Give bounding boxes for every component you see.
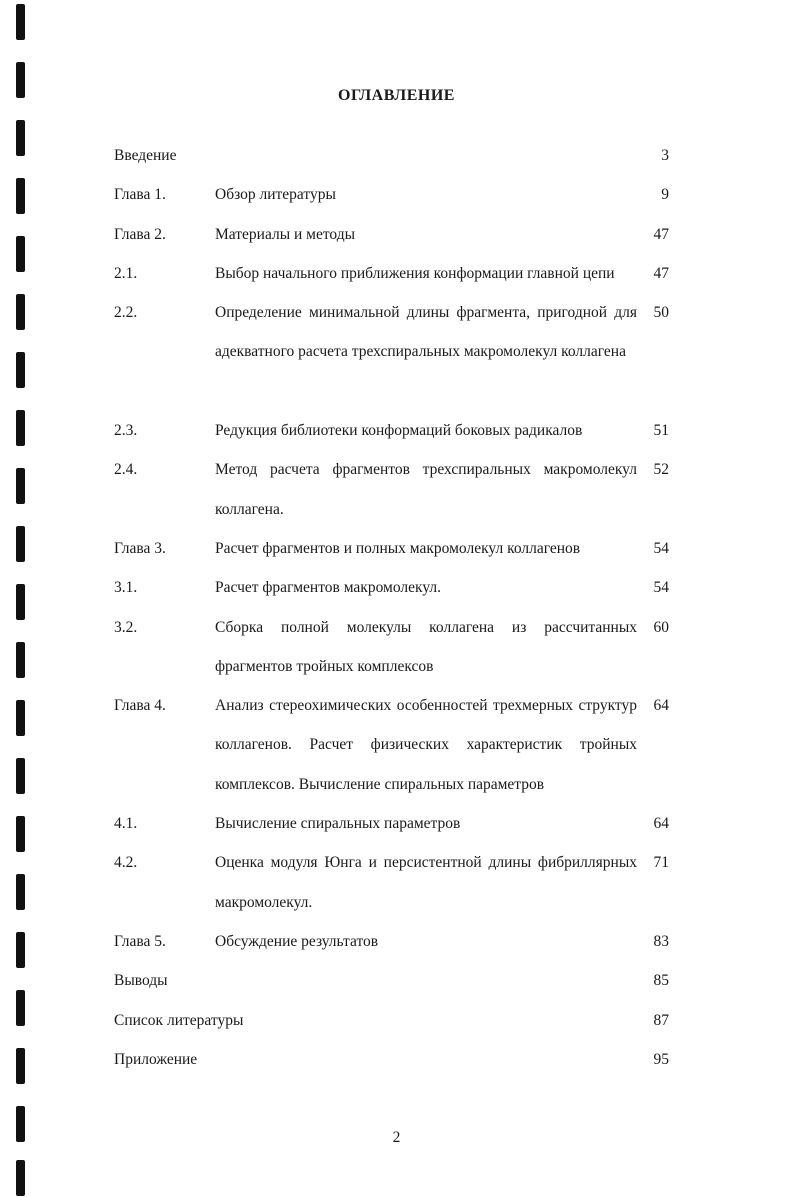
toc-row-4-2[interactable] <box>114 848 669 927</box>
page-title: ОГЛАВЛЕНИЕ <box>338 87 455 104</box>
toc-text: Обзор литературы <box>215 186 336 204</box>
toc-text: Расчет фрагментов макромолекул. <box>215 579 441 597</box>
toc-number: Глава 4. <box>114 697 166 715</box>
toc-row-chapter-4[interactable] <box>114 691 669 809</box>
toc-text: Обсуждение результатов <box>215 932 379 950</box>
toc-number: 2.4. <box>114 461 138 479</box>
toc-number: Выводы <box>114 972 168 990</box>
toc-page: 83 <box>653 932 669 950</box>
toc-row-2-2[interactable] <box>114 298 669 416</box>
toc-page: 87 <box>653 1011 669 1029</box>
toc-page: 54 <box>653 539 669 557</box>
table-of-contents <box>114 141 669 1084</box>
toc-number: 2.3. <box>114 422 138 440</box>
toc-text: Анализ стереохимических особенностей трехмерных структур коллагенов. Расчет физических характеристик тройных комплексов. Вычисление спиральных параметров <box>215 697 637 793</box>
toc-page: 64 <box>653 697 669 715</box>
toc-page: 71 <box>653 854 669 872</box>
toc-page: 60 <box>653 618 669 636</box>
toc-number: Глава 2. <box>114 225 166 243</box>
toc-text: Вычисление спиральных параметров <box>215 815 461 833</box>
toc-page: 51 <box>653 422 669 440</box>
toc-text: Выбор начального приближения конформации главной цепи <box>215 264 615 282</box>
toc-page: 85 <box>653 972 669 990</box>
toc-number: Приложение <box>114 1050 198 1068</box>
page-number: 2 <box>392 1129 401 1146</box>
toc-page: 54 <box>653 579 669 597</box>
toc-text: Метод расчета фрагментов трехспиральных макромолекул коллагена. <box>215 461 637 518</box>
toc-text: Редукция библиотеки конформаций боковых радикалов <box>215 422 583 440</box>
toc-number: Глава 5. <box>114 932 166 950</box>
toc-text: Определение минимальной длины фрагмента, пригодной для адекватного расчета трехспиральных макромолекул коллагена <box>215 304 637 361</box>
toc-text: Материалы и методы <box>215 225 356 243</box>
toc-row-chapter-5[interactable] <box>114 927 669 966</box>
toc-page: 95 <box>653 1050 669 1068</box>
toc-page: 64 <box>653 815 669 833</box>
toc-number: 2.1. <box>114 264 138 282</box>
toc-page: 3 <box>661 147 669 164</box>
toc-number: Глава 1. <box>114 186 166 204</box>
toc-number: 4.1. <box>114 815 138 833</box>
toc-number: 3.1. <box>114 579 138 597</box>
toc-page: 52 <box>653 461 669 479</box>
toc-number: Список литературы <box>114 1011 244 1029</box>
binding-marks <box>16 0 30 1197</box>
toc-row-3-2[interactable] <box>114 613 669 692</box>
toc-page: 9 <box>661 186 669 204</box>
toc-text: Расчет фрагментов и полных макромолекул коллагенов <box>215 539 581 557</box>
toc-row-appendix[interactable] <box>114 1045 669 1084</box>
toc-page: 47 <box>653 225 669 243</box>
toc-number: 3.2. <box>114 618 138 636</box>
toc-row-references[interactable] <box>114 1006 669 1045</box>
toc-row-2-4[interactable] <box>114 455 669 534</box>
toc-text: Оценка модуля Юнга и персистентной длины фибриллярных макромолекул. <box>215 854 637 911</box>
toc-number: 2.2. <box>114 304 138 322</box>
toc-number: Глава 3. <box>114 539 166 557</box>
toc-number: 4.2. <box>114 854 138 872</box>
toc-page: 50 <box>653 304 669 322</box>
toc-page: 47 <box>653 264 669 282</box>
toc-text: Сборка полной молекулы коллагена из рассчитанных фрагментов тройных комплексов <box>215 618 637 675</box>
toc-number: Введение <box>114 147 177 164</box>
toc-row-conclusions[interactable] <box>114 966 669 1005</box>
